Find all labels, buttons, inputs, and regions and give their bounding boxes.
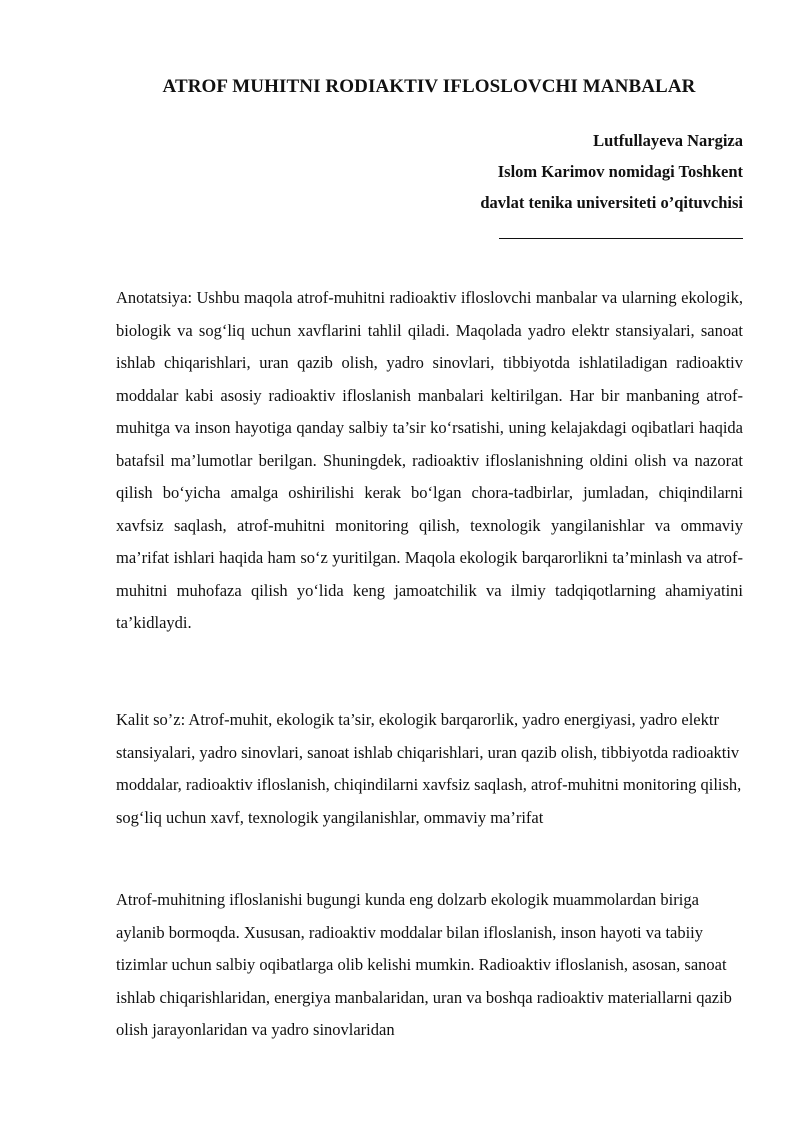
- paper-title: ATROF MUHITNI RODIAKTIV IFLOSLOVCHI MANBALAR: [162, 76, 696, 97]
- abstract-paragraph: Anotatsiya: Ushbu maqola atrof-muhitni radioaktiv ifloslovchi manbalar va ularning ekologik, biologik va sog‘liq uchun xavflarini tahlil qiladi. Maqolada yadro elektr stansiyalari, sanoat ishlab chiqarishlari, uran qazib olish, yadro sinovlari, tibbiyotda ishlatiladigan radioaktiv moddalar kabi asosiy radioaktiv ifloslanish manbalari keltirilgan. Har bir manbaning atrof-muhitga va inson hayotiga qanday salbiy ta’sir ko‘rsatishi, uning kelajakdagi oqibatlari haqida batafsil ma’lumotlar berilgan. Shuningdek, radioaktiv ifloslanishning oldini olish va nazorat qilish bo‘yicha amalga oshirilishi kerak bo‘lgan chora-tadbirlar, jumladan, chiqindilarni xavfsiz saqlash, atrof-muhitni monitoring qilish, texnologik yangilanishlar va ommaviy ma’rifat ishlari haqida ham so‘z yuritilgan. Maqola ekologik barqarorlikni ta’minlash va atrof-muhitni muhofaza qilish yo‘lida keng jamoatchilik va ilmiy tadqiqotlarning ahamiyatini ta’kidlaydi.: [116, 288, 743, 632]
- author-affiliation-line-2: davlat tenika universiteti o’qituvchisi: [480, 193, 743, 212]
- author-affiliation-line-1: Islom Karimov nomidagi Toshkent: [497, 162, 743, 181]
- keywords-paragraph: Kalit so’z: Atrof-muhit, ekologik ta’sir, ekologik barqarorlik, yadro energiyasi, yadro elektr stansiyalari, yadro sinovlari, sanoat ishlab chiqarishlari, uran qazib olish, tibbiyotda radioaktiv moddalar, radioaktiv ifloslanish, chiqindilarni xavfsiz saqlash, atrof-muhitni monitoring qilish, sog‘liq uchun xavf, texnologik yangilanishlar, ommaviy ma’rifat: [116, 710, 742, 827]
- author-name: Lutfullayeva Nargiza: [593, 131, 743, 150]
- intro-paragraph: Atrof-muhitning ifloslanishi bugungi kunda eng dolzarb ekologik muammolardan biriga aylanib bormoqda. Xususan, radioaktiv moddalar bilan ifloslanish, inson hayoti va tabiiy tizimlar uchun salbiy oqibatlarga olib kelishi mumkin. Radioaktiv ifloslanish, asosan, sanoat ishlab chiqarishlaridan, energiya manbalaridan, uran va boshqa radioaktiv materiallarni qazib olish jarayonlaridan va yadro sinovlaridan: [116, 890, 732, 1039]
- signature-rule: [499, 238, 743, 239]
- author-block: [480, 125, 743, 218]
